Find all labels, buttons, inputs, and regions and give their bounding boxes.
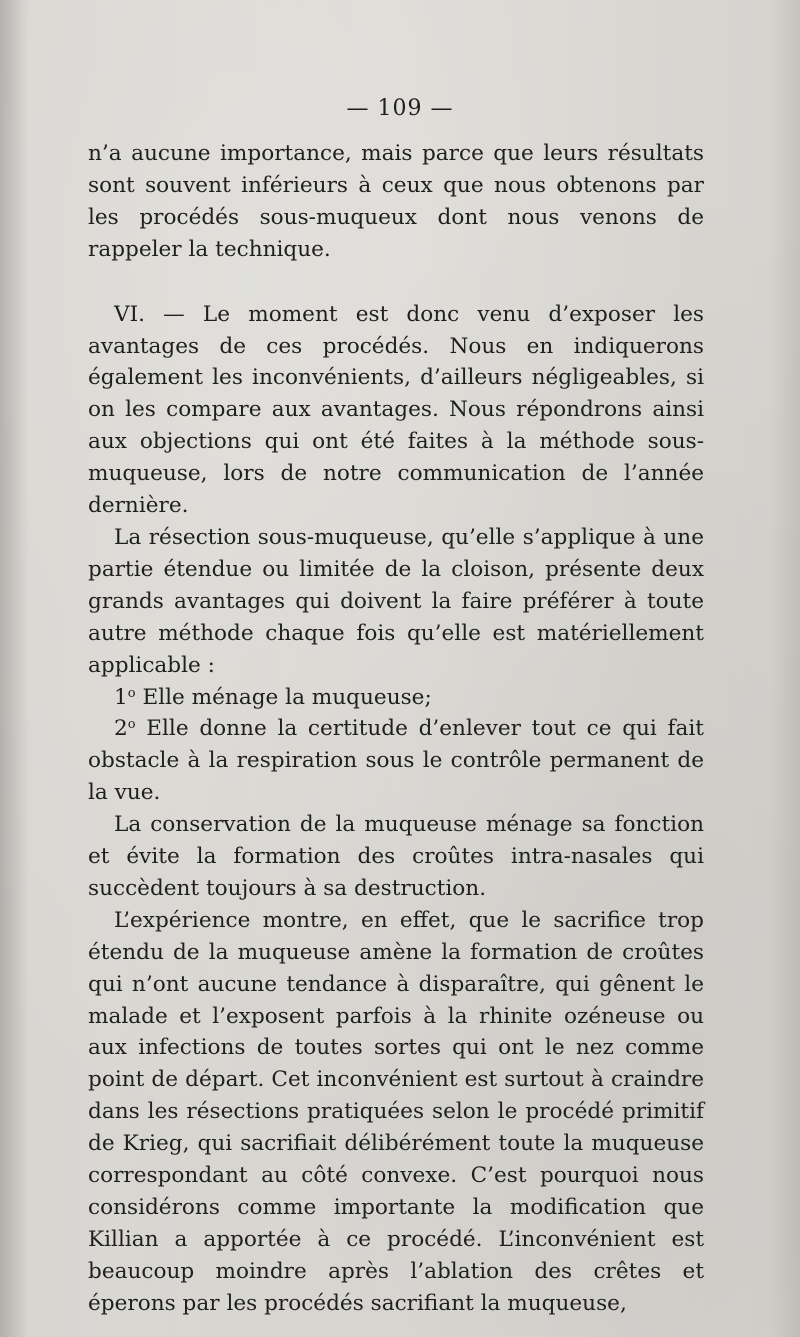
list-item-second bbox=[88, 713, 704, 809]
list-item-second-text: Elle donne la certitude d’enlever tout ce qui fait obstacle à la respiration sous le contrôle permanent de la vue. bbox=[88, 716, 704, 806]
list-item-first bbox=[88, 682, 704, 714]
paragraph-continuation: n’a aucune importance, mais parce que leurs résultats sont souvent inférieurs à ceux que nous obtenons par les procédés sous-muqueux dont nous venons de rappeler la technique. bbox=[88, 141, 704, 262]
list-item-first-text: Elle ménage la muqueuse; bbox=[142, 684, 432, 710]
paragraph-experience: L’expérience montre, en effet, que le sacrifice trop étendu de la muqueuse amène la formation de croûtes qui n’ont aucune tendance à disparaître, qui gênent le malade et l’exposent parfois à la rhinite ozéneuse ou aux infections de toutes sortes qui ont le nez comme point de départ. Cet inconvénient est surtout à craindre dans les résections pratiquées selon le procédé primitif de Krieg, qui sacrifiait délibérément toute la muqueuse correspondant au côté convexe. C’est pourquoi nous considérons comme importante la modification que Killian a apportée à ce procédé. L’inconvénient est beaucoup moindre après l’ablation des crêtes et éperons par les procédés sacrifiant la muqueuse, bbox=[88, 907, 704, 1316]
list-number-second: 2 bbox=[114, 716, 128, 742]
page-edge-shadow bbox=[0, 0, 28, 1337]
paragraph-submucous-resection: La résection sous-muqueuse, qu’elle s’applique à une partie étendue ou limitée de la cloison, présente deux grands avantages qui doivent la faire préférer à toute autre méthode chaque fois qu’elle est matériellement applicable : bbox=[88, 524, 704, 678]
list-number-first: 1 bbox=[114, 684, 128, 710]
paragraph-mucosa-conservation: La conservation de la muqueuse ménage sa fonction et évite la formation des croûtes intra-nasales qui succèdent toujours à sa destruction. bbox=[88, 812, 704, 901]
ordinal-marker-second: o bbox=[127, 717, 136, 733]
body-text bbox=[88, 138, 704, 1320]
page-number: — 109 — bbox=[346, 96, 454, 121]
ordinal-marker-first: o bbox=[127, 685, 136, 701]
paragraph-section-vi: VI. — Le moment est donc venu d’exposer les avantages de ces procédés. Nous en indiquerons également les inconvénients, d’ailleurs négligeables, si on les compare aux avantages. Nous répondrons ainsi aux objections qui ont été faites à la méthode sous-muqueuse, lors de notre communication de l’année dernière. bbox=[88, 301, 704, 519]
